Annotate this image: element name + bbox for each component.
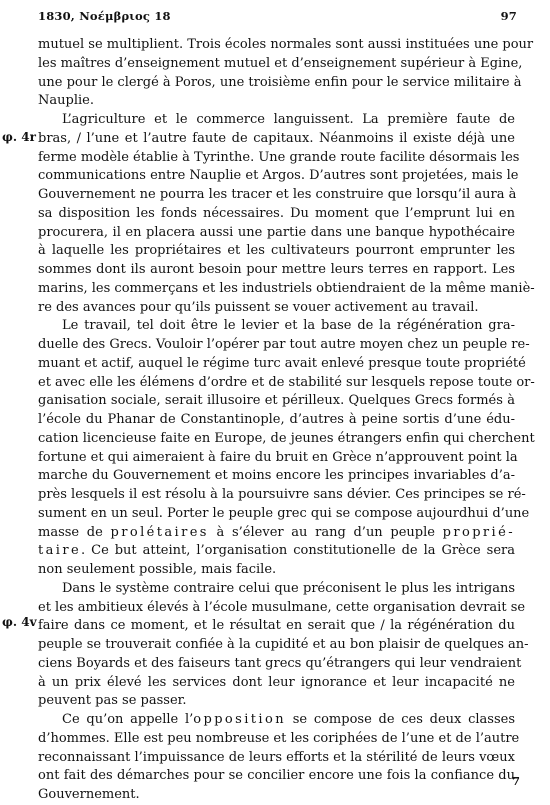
text-line: mutuel se multiplient. Trois écoles normales sont aussi instituées une pour [38, 37, 534, 52]
text-line: L’agriculture et le commerce languissent. La première faute de [62, 112, 515, 127]
text-line: les maîtres d’enseignement mutuel et d’enseignement supérieur à Egine, [38, 55, 523, 71]
text-line: bras, / l’une et l’autre faute de capitaux. Néanmoins il existe déjà une [38, 130, 515, 146]
text-line: Ce qu’on appelle l’opposition se compose de ces deux classes [62, 712, 515, 727]
body-text [2, 36, 535, 805]
text-line: peuple se trouverait confiée à la cupidité et au bon plaisir de quelques an- [38, 637, 529, 652]
spaced-word: prolétaires [110, 524, 209, 540]
text-line: Le travail, tel doit être le levier et la base de la régénération gra- [62, 318, 515, 334]
text-line: ganisation sociale, serait illusoire et périlleux. Quelques Grecs formés à [38, 393, 515, 409]
text-line: fortune et qui aimeraient à faire du bruit en Grèce n’approuvent point la [38, 449, 518, 465]
text-line: non seulement possible, mais facile. [38, 562, 277, 577]
spaced-word: proprié- [442, 524, 515, 540]
text-line: et les ambitieux élevés à l’école musulmane, cette organisation devrait se [38, 599, 526, 615]
text-line: Gouvernement. [38, 787, 140, 802]
text-line: Dans le système contraire celui que préconisent le plus les intrigans [62, 580, 515, 596]
text-line: marins, les commerçans et les industriels obtiendraient de la même maniè- [38, 280, 535, 296]
text-line: taire. Ce but atteint, l’organisation constitutionelle de la Grèce sera [38, 543, 515, 559]
text-line: procurera, il en placera aussi une partie dans une banque hypothécaire [38, 224, 515, 240]
text-line: duelle des Grecs. Vouloir l’opérer par tout autre moyen chez un peuple re- [38, 337, 530, 352]
text-line: à un prix élevé les services dont leur ignorance et leur incapacité ne [38, 674, 515, 690]
margin-note-folio-4v: φ. 4v [2, 615, 37, 629]
text-line: muant et actif, auquel le régime turc avait enlevé presque toute propriété [38, 355, 526, 371]
text-line: sument en un seul. Porter le peuple grec qui se compose aujourdhui d’une [38, 505, 530, 521]
text-line: marche du Gouvernement et moins encore les principes invariables d’a- [38, 468, 515, 484]
text-line: cation licencieuse faite en Europe, de jeunes étrangers enfin qui cherchent [38, 430, 535, 446]
text-line: reconnaissant l’impuissance de leurs efforts et la stérilité de leurs vœux [38, 749, 515, 765]
text-line: masse de prolétaires à s’élever au rang d’un peuple proprié- [38, 524, 515, 540]
text-line: d’hommes. Elle est peu nombreuse et les coriphées de l’une et de l’autre [38, 730, 520, 746]
text-line: Gouvernement ne pourra les tracer et les construire que lorsqu’il aura à [38, 187, 517, 202]
text-line: l’école du Phanar de Constantinople, d’autres à peine sortis d’une édu- [38, 412, 515, 427]
text-line: ferme modèle établie à Tyrinthe. Une grande route facilite désormais les [38, 149, 520, 165]
spaced-word: taire [38, 543, 82, 559]
text-line: communications entre Nauplie et Argos. D’autres sont projetées, mais le [38, 168, 519, 184]
header-page-number: 97 [500, 9, 517, 23]
text-line: re des avances pour qu’ils puissent se vouer activement au travail. [38, 299, 479, 315]
text-line: près lesquels il est résolu à la poursuivre sans dévier. Ces principes se ré- [38, 487, 526, 502]
text-line: une pour le clergé à Poros, une troisième enfin pour le service militaire à [38, 74, 522, 90]
text-line: peuvent pas se passer. [38, 693, 187, 709]
text-line: ont fait des démarches pour se concilier encore une fois la confiance du [38, 768, 515, 784]
text-line: ciens Boyards et des faiseurs tant grecs qu’étrangers qui leur vendraient [38, 655, 522, 671]
text-line: sommes dont ils auront besoin pour mettre leurs terres en rapport. Les [38, 262, 515, 277]
text-line: et avec elle les élémens d’ordre et de stabilité sur lesquels repose toute or- [38, 374, 535, 390]
header-date: 1830, Νοέμβριος 18 [38, 9, 171, 23]
spaced-word: opposition [193, 712, 286, 727]
margin-note-folio-4r: φ. 4r [2, 130, 36, 144]
running-header [38, 9, 517, 23]
text-line: à laquelle les propriétaires et les cultivateurs pourront emprunter les [38, 243, 515, 259]
text-line: Nauplie. [38, 93, 94, 109]
text-line: sa disposition les fonds nécessaires. Du moment que l’emprunt lui en [38, 205, 515, 221]
text-line: faire dans ce moment, et le résultat en serait que / la régénération du [38, 618, 515, 634]
footer-marker: 7 [511, 774, 520, 788]
